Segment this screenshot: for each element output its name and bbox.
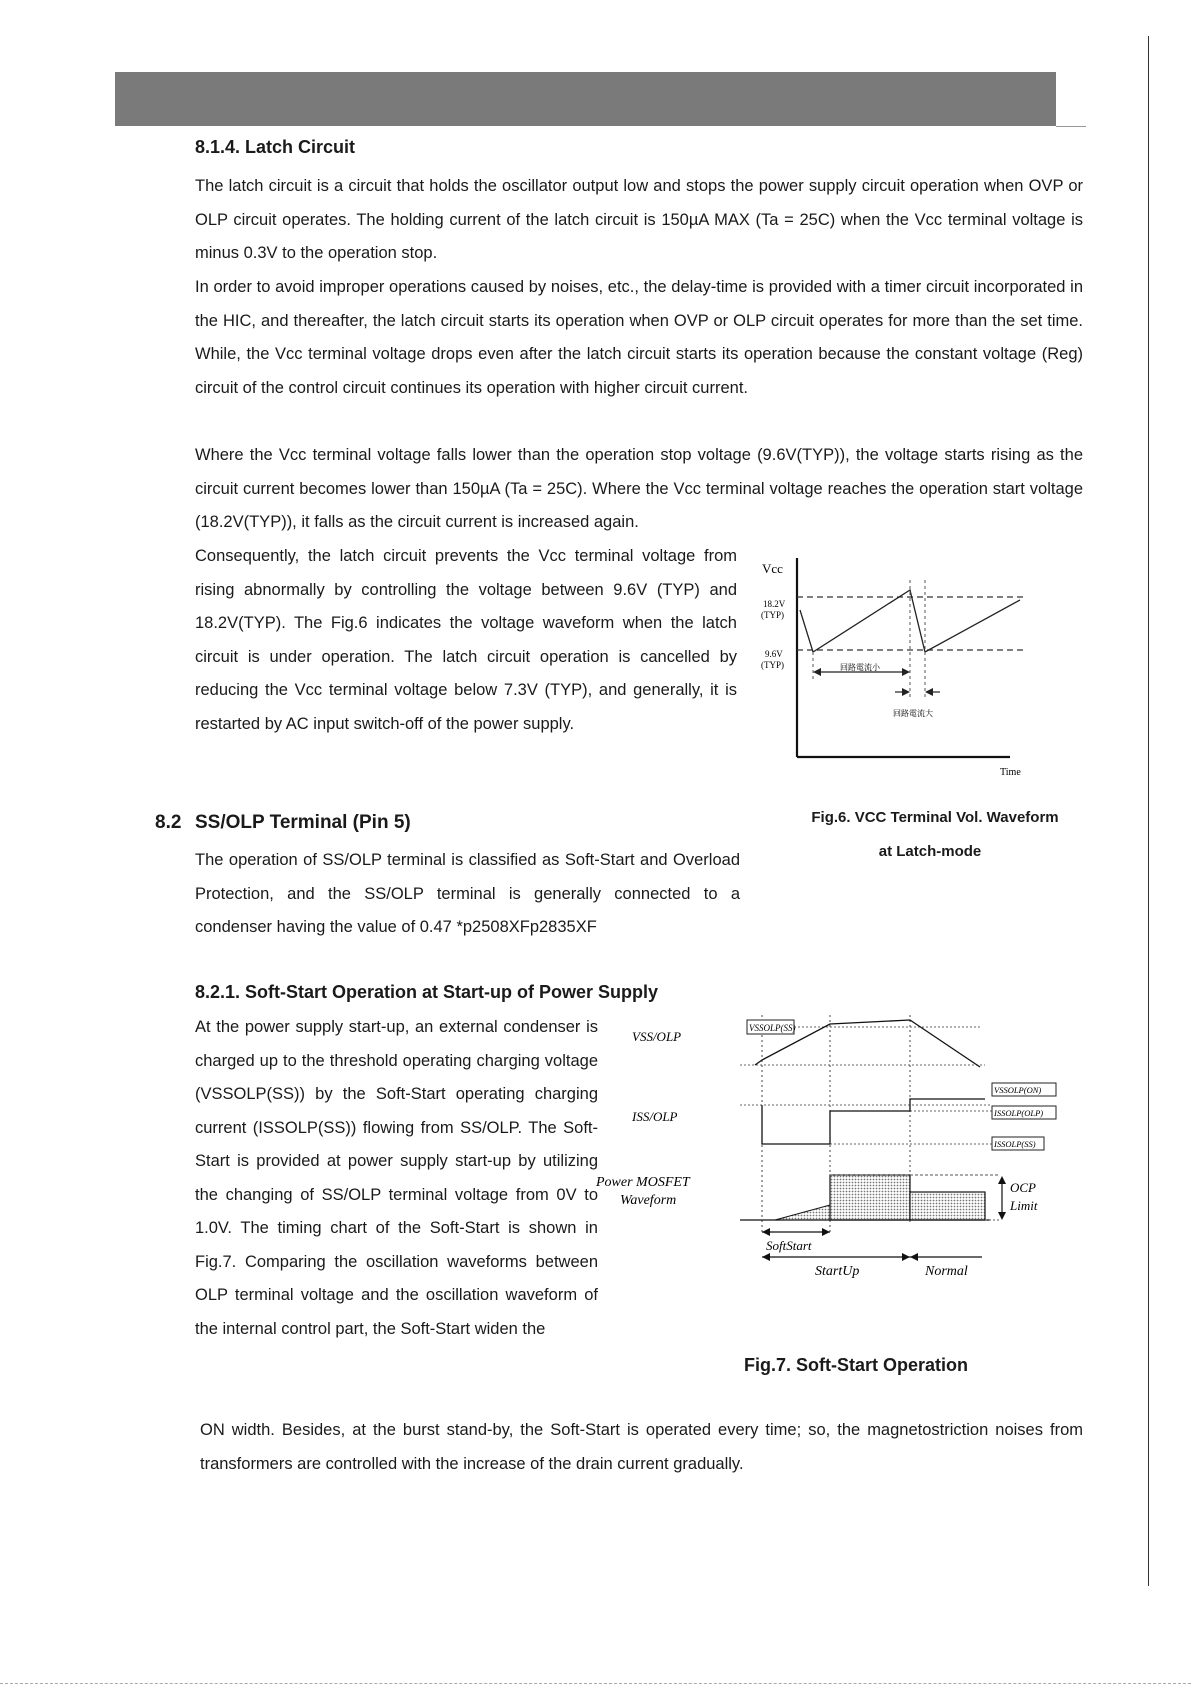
fig7-arrowhead [998, 1212, 1006, 1220]
fig7-arrowhead [902, 1253, 910, 1261]
fig7-box-on-text: VSSOLP(ON) [994, 1085, 1042, 1095]
fig7-ocp-label: OCP [1010, 1180, 1036, 1195]
fig6-caption-line2: at Latch-mode [878, 843, 982, 860]
ss-olp-paragraph: The operation of SS/OLP terminal is classified as Soft-Start and Overload Protection, and the SS/OLP terminal is generally connected to a condenser having the value of 0.47 *p2508XFp2835XF [195, 851, 740, 936]
fig6-high-voltage: 18.2V [763, 599, 786, 609]
fig6-high-typ: (TYP) [761, 610, 784, 620]
header-rule [1056, 126, 1086, 127]
fig7-limit-label: Limit [1010, 1198, 1038, 1213]
latch-paragraph-2: In order to avoid improper operations caused by noises, etc., the delay-time is provided with a timer circuit incorporated in the HIC, and thereafter, the latch circuit starts its operation when OVP or OLP circuit operates for more than the set time. While, the Vcc terminal voltage drops even after the latch circuit starts its operation because the constant voltage (Reg) circuit of the control circuit continues its operation with higher circuit current. [195, 278, 1083, 397]
fig7-softstart-timing [590, 1010, 1060, 1285]
latch-paragraph-1: The latch circuit is a circuit that holds the oscillator output low and stops the power supply circuit operation when OVP or OLP circuit operates. The holding current of the latch circuit is 150µA MAX (Ta = 25C) when the Vcc terminal voltage is minus 0.3V to the operation stop. [195, 177, 1083, 262]
fig7-box-iss-text: ISSOLP(SS) [994, 1139, 1036, 1149]
fig6-vcc-waveform [755, 550, 1055, 780]
fig7-mosfet-ramp [775, 1205, 830, 1220]
header-band [115, 72, 1056, 126]
fig7-arrowhead [998, 1176, 1006, 1184]
fig6-arrowhead [925, 688, 933, 696]
fig7-startup-label: StartUp [815, 1264, 860, 1279]
fig7-arrowhead [822, 1228, 830, 1236]
fig6-low-typ: (TYP) [761, 660, 784, 670]
fig7-box-iolp-text: ISSOLP(OLP) [994, 1108, 1044, 1118]
fig6-vcc-label: Vcc [762, 561, 783, 576]
latch-paragraph-4: Consequently, the latch circuit prevents the Vcc terminal voltage from rising abnormally by controlling the voltage between 9.6V (TYP) and 18.2V(TYP). The Fig.6 indicates the voltage waveform when the latch circuit is under operation. The latch circuit operation is cancelled by reducing the Vcc terminal voltage below 7.3V (TYP), and generally, it is restarted by AC input switch-off of the power supply. [195, 547, 737, 733]
softstart-paragraph: At the power supply start-up, an external condenser is charged up to the threshold operating charging voltage (VSSOLP(SS)) by the Soft-Start operating charging current (ISSOLP(SS)) flowing from SS/OLP. The Soft-Start is provided at power supply start-up by utilizing the changing of SS/OLP terminal voltage from 0V to 1.0V. The timing chart of the Soft-Start is shown in Fig.7. Comparing the oscillation waveforms between OLP terminal voltage and the oscillation waveform of the internal control part, the Soft-Start widen the [195, 1018, 598, 1338]
fig6-low-voltage: 9.6V [765, 649, 783, 659]
fig7-vssolp-label: VSS/OLP [632, 1029, 682, 1044]
softstart-paragraph-continued: ON width. Besides, at the burst stand-by, the Soft-Start is operated every time; so, the magnetostriction noises from transformers are controlled with the increase of the drain current gradually. [200, 1421, 1083, 1473]
fig6-arrowhead [902, 688, 910, 696]
fig7-mosfet-normal-block [910, 1192, 985, 1220]
fig7-arrowhead [762, 1253, 770, 1261]
fig7-mosfet-label-2: Waveform [620, 1193, 677, 1208]
fig7-issolp-label: ISS/OLP [632, 1109, 678, 1124]
fig7-softstart-label: SoftStart [766, 1238, 812, 1253]
fig6-arrowhead [902, 668, 910, 676]
fig6-time-label: Time [1000, 767, 1021, 778]
fig7-caption: Fig.7. Soft-Start Operation [744, 1355, 969, 1375]
section-heading-8-2-1: 8.2.1. Soft-Start Operation at Start-up of Power Supply [195, 982, 659, 1002]
fig6-high-current-label: 回路電流大 [893, 709, 933, 718]
fig7-arrowhead [910, 1253, 918, 1261]
fig7-mosfet-label: Power MOSFET [596, 1175, 690, 1190]
fig7-normal-label: Normal [925, 1264, 968, 1279]
section-heading-8-1-4: 8.1.4. Latch Circuit [195, 137, 356, 157]
section-heading-8-2: SS/OLP Terminal (Pin 5) [195, 812, 411, 833]
latch-paragraph-3: Where the Vcc terminal voltage falls lower than the operation stop voltage (9.6V(TYP)), the voltage starts rising as the circuit current becomes lower than 150µA (Ta = 25C). Where the Vcc terminal voltage reaches the operation start voltage (18.2V(TYP)), it falls as the circuit current is increased again. [195, 446, 1083, 531]
fig7-box-vss-text: VSSOLP(SS) [749, 1023, 796, 1033]
fig6-arrowhead [813, 668, 821, 676]
page-edge-line [1148, 36, 1149, 1586]
fig7-iss-waveform [762, 1099, 985, 1144]
fig6-low-current-label: 回路電流小 [840, 663, 880, 672]
section-number-8-2: 8.2 [155, 812, 182, 833]
fig6-caption: Fig.6. VCC Terminal Vol. Waveform [811, 809, 1059, 826]
fig7-mosfet-startup-block [830, 1175, 910, 1220]
fig7-arrowhead [762, 1228, 770, 1236]
